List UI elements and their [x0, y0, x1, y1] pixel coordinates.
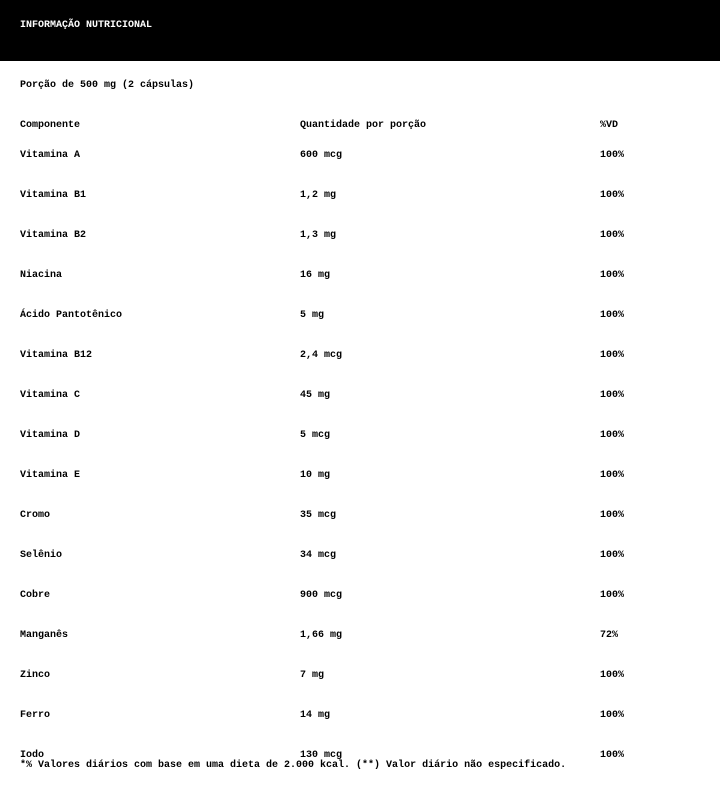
row-component: Vitamina A [20, 150, 81, 161]
row-component: Selênio [20, 550, 63, 561]
row-amount: 2,4 mcg [300, 350, 343, 361]
table-row [0, 670, 720, 684]
row-dv: 100% [600, 550, 625, 561]
row-amount: 1,3 mg [300, 230, 337, 241]
table-row [0, 510, 720, 524]
row-amount: 34 mcg [300, 550, 337, 561]
table-row [0, 190, 720, 204]
row-dv: 100% [600, 310, 625, 321]
table-row [0, 550, 720, 564]
row-amount: 1,66 mg [300, 630, 343, 641]
row-dv: 100% [600, 230, 625, 241]
table-header-row [0, 120, 720, 134]
table-row [0, 470, 720, 484]
row-amount: 10 mg [300, 470, 331, 481]
row-component: Cromo [20, 510, 51, 521]
row-component: Vitamina B12 [20, 350, 93, 361]
row-amount: 5 mg [300, 310, 325, 321]
column-header-dv: %VD [600, 120, 619, 131]
row-component: Vitamina B1 [20, 190, 87, 201]
row-dv: 100% [600, 150, 625, 161]
row-component: Iodo [20, 750, 45, 761]
row-amount: 1,2 mg [300, 190, 337, 201]
table-row [0, 630, 720, 644]
row-dv: 100% [600, 390, 625, 401]
row-dv: 100% [600, 190, 625, 201]
row-dv: 100% [600, 590, 625, 601]
row-dv: 100% [600, 430, 625, 441]
row-dv: 100% [600, 710, 625, 721]
row-component: Vitamina C [20, 390, 81, 401]
table-row [0, 710, 720, 724]
row-amount: 45 mg [300, 390, 331, 401]
row-dv: 100% [600, 270, 625, 281]
table-row [0, 270, 720, 284]
row-component: Vitamina B2 [20, 230, 87, 241]
row-amount: 900 mcg [300, 590, 343, 601]
row-component: Ferro [20, 710, 51, 721]
footnote: *% Valores diários com base em uma dieta de 2.000 kcal. (**) Valor diário não especificado. [20, 760, 567, 771]
row-amount: 130 mcg [300, 750, 343, 761]
table-row [0, 310, 720, 324]
table-row [0, 590, 720, 604]
table-row [0, 150, 720, 164]
table-row [0, 350, 720, 364]
column-header-component: Componente [20, 120, 81, 131]
row-dv: 100% [600, 470, 625, 481]
row-dv: 100% [600, 510, 625, 521]
row-amount: 7 mg [300, 670, 325, 681]
row-dv: 100% [600, 350, 625, 361]
row-amount: 5 mcg [300, 430, 331, 441]
row-amount: 14 mg [300, 710, 331, 721]
row-component: Vitamina E [20, 470, 81, 481]
column-header-amount: Quantidade por porção [300, 120, 427, 131]
table-row [0, 390, 720, 404]
row-component: Zinco [20, 670, 51, 681]
serving-size: Porção de 500 mg (2 cápsulas) [20, 80, 195, 91]
table-row [0, 430, 720, 444]
row-amount: 35 mcg [300, 510, 337, 521]
header-bar [0, 0, 720, 61]
page-title: INFORMAÇÃO NUTRICIONAL [20, 20, 153, 31]
row-component: Manganês [20, 630, 69, 641]
table-row [0, 230, 720, 244]
row-component: Niacina [20, 270, 63, 281]
row-amount: 16 mg [300, 270, 331, 281]
row-component: Vitamina D [20, 430, 81, 441]
row-dv: 100% [600, 670, 625, 681]
row-dv: 72% [600, 630, 619, 641]
row-amount: 600 mcg [300, 150, 343, 161]
row-component: Ácido Pantotênico [20, 310, 123, 321]
row-dv: 100% [600, 750, 625, 761]
row-component: Cobre [20, 590, 51, 601]
